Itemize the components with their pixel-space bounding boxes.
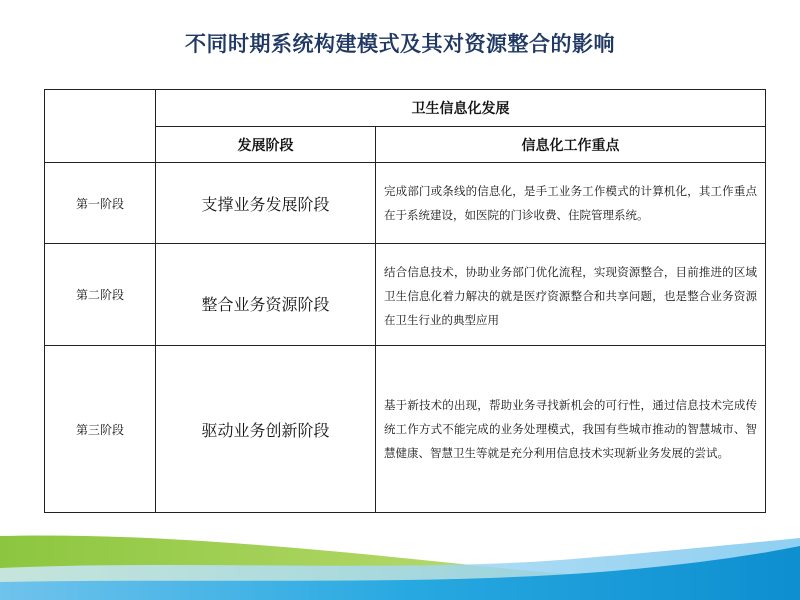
column-header-focus: 信息化工作重点 [376, 127, 766, 163]
phase-label: 第一阶段 [45, 163, 156, 244]
stage-name: 支撑业务发展阶段 [156, 163, 376, 244]
empty-corner-cell [45, 90, 156, 163]
table-row [45, 346, 766, 513]
stage-name: 整合业务资源阶段 [156, 244, 376, 346]
focus-description: 基于新技术的出现，帮助业务寻找新机会的可行性，通过信息技术完成传统工作方式不能完成的业务处理模式，我国有些城市推动的智慧城市、智慧健康、智慧卫生等就是充分利用信息技术实现新业务发展的尝试。 [376, 346, 766, 513]
phase-label: 第三阶段 [45, 346, 156, 513]
stages-table [44, 89, 766, 513]
table-row [45, 244, 766, 346]
stage-name: 驱动业务创新阶段 [156, 346, 376, 513]
decorative-wave-band [0, 520, 800, 600]
table-row [45, 163, 766, 244]
focus-description: 结合信息技术，协助业务部门优化流程，实现资源整合，目前推进的区域卫生信息化着力解决的就是医疗资源整合和共享问题，也是整合业务资源在卫生行业的典型应用 [376, 244, 766, 346]
focus-description: 完成部门或条线的信息化，是手工业务工作模式的计算机化，其工作重点在于系统建设，如医院的门诊收费、住院管理系统。 [376, 163, 766, 244]
column-header-stage: 发展阶段 [156, 127, 376, 163]
phase-label: 第二阶段 [45, 244, 156, 346]
group-header: 卫生信息化发展 [156, 90, 766, 127]
page-title: 不同时期系统构建模式及其对资源整合的影响 [185, 32, 615, 56]
